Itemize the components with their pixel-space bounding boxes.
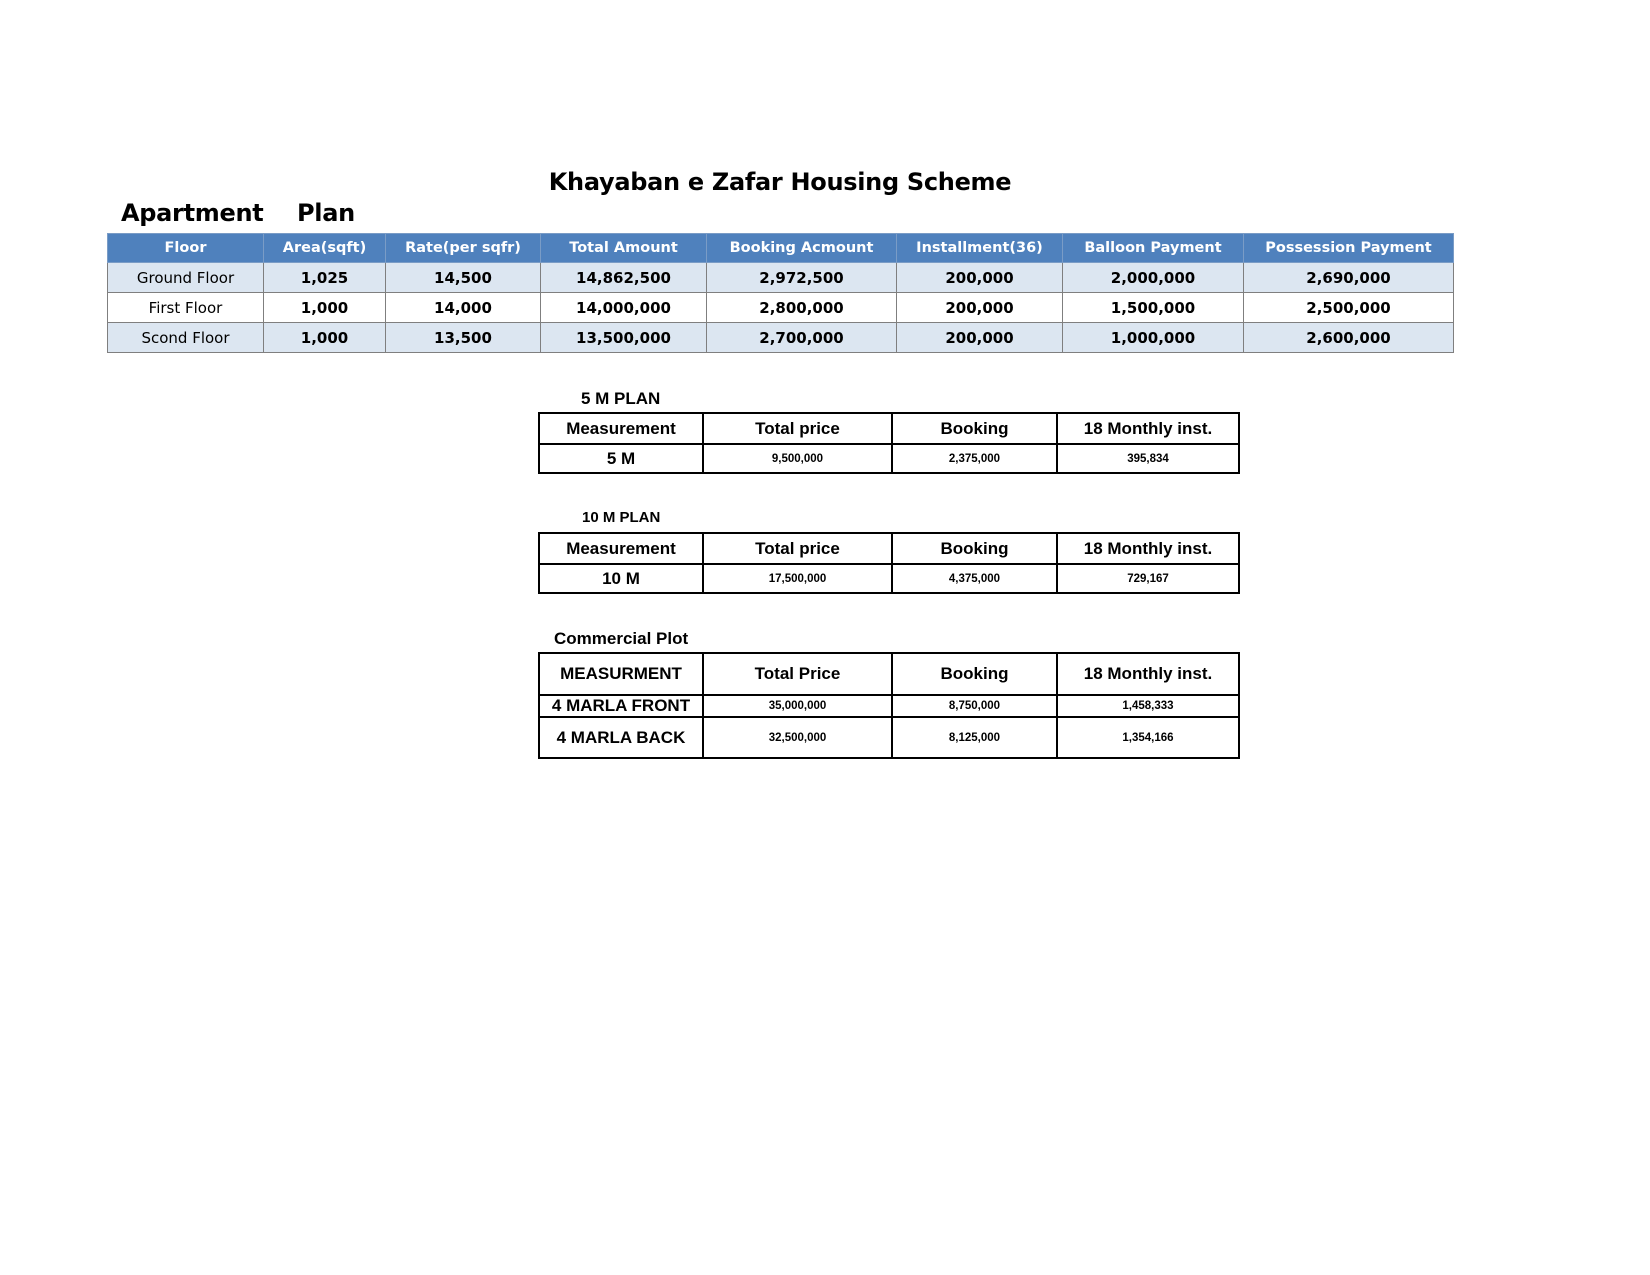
table-cell: 2,700,000 xyxy=(707,323,897,353)
table-cell: 2,690,000 xyxy=(1244,263,1454,293)
column-header: Booking xyxy=(892,653,1057,695)
column-header: Total price xyxy=(703,533,892,564)
column-header: Booking Acmount xyxy=(707,234,897,263)
column-header: Total Price xyxy=(703,653,892,695)
table-cell: 13,500 xyxy=(386,323,541,353)
table-cell: 8,750,000 xyxy=(892,695,1057,717)
column-header: Booking xyxy=(892,413,1057,444)
table-cell: 1,025 xyxy=(264,263,386,293)
plan10-caption: 10 M PLAN xyxy=(582,509,661,526)
table-cell: 14,862,500 xyxy=(541,263,707,293)
table-cell: 1,000 xyxy=(264,323,386,353)
commercial-table xyxy=(538,652,1240,759)
column-header: 18 Monthly inst. xyxy=(1057,653,1239,695)
column-header: Total price xyxy=(703,413,892,444)
table-cell: 729,167 xyxy=(1057,564,1239,593)
document-title: Khayaban e Zafar Housing Scheme xyxy=(548,168,1012,196)
commercial-caption: Commercial Plot xyxy=(554,629,689,648)
table-cell: 2,800,000 xyxy=(707,293,897,323)
table-row xyxy=(539,444,1239,473)
table-cell: First Floor xyxy=(108,293,264,323)
table-cell: 1,500,000 xyxy=(1063,293,1244,323)
table-row xyxy=(539,695,1239,717)
table-row xyxy=(108,323,1454,353)
column-header: Rate(per sqfr) xyxy=(386,234,541,263)
table-cell: 4 MARLA FRONT xyxy=(539,695,703,717)
column-header: Total Amount xyxy=(541,234,707,263)
table-cell: 14,500 xyxy=(386,263,541,293)
plan5-table xyxy=(538,412,1240,474)
table-cell: 395,834 xyxy=(1057,444,1239,473)
table-cell: 1,354,166 xyxy=(1057,717,1239,758)
table-cell: 2,000,000 xyxy=(1063,263,1244,293)
table-cell: 32,500,000 xyxy=(703,717,892,758)
table-cell: 1,000,000 xyxy=(1063,323,1244,353)
table-cell: 200,000 xyxy=(897,293,1063,323)
table-cell: 200,000 xyxy=(897,323,1063,353)
column-header: 18 Monthly inst. xyxy=(1057,533,1239,564)
table-cell: 8,125,000 xyxy=(892,717,1057,758)
table-cell: Ground Floor xyxy=(108,263,264,293)
table-cell: 1,000 xyxy=(264,293,386,323)
table-cell: 1,458,333 xyxy=(1057,695,1239,717)
table-cell: 14,000 xyxy=(386,293,541,323)
plan10-table xyxy=(538,532,1240,594)
table-cell: 4,375,000 xyxy=(892,564,1057,593)
column-header: Floor xyxy=(108,234,264,263)
column-header: Area(sqft) xyxy=(264,234,386,263)
table-cell: 13,500,000 xyxy=(541,323,707,353)
column-header: Measurement xyxy=(539,533,703,564)
table-header-row xyxy=(108,234,1454,263)
table-row xyxy=(539,717,1239,758)
table-cell: 2,500,000 xyxy=(1244,293,1454,323)
table-cell: 200,000 xyxy=(897,263,1063,293)
table-cell: 4 MARLA BACK xyxy=(539,717,703,758)
column-header: Booking xyxy=(892,533,1057,564)
table-header-row xyxy=(539,413,1239,444)
table-cell: 2,972,500 xyxy=(707,263,897,293)
table-row xyxy=(108,263,1454,293)
plan-heading: Plan xyxy=(297,199,355,227)
column-header: Possession Payment xyxy=(1244,234,1454,263)
plan5-caption: 5 M PLAN xyxy=(581,389,661,408)
table-header-row xyxy=(539,653,1239,695)
table-cell: Scond Floor xyxy=(108,323,264,353)
column-header: Installment(36) xyxy=(897,234,1063,263)
column-header: 18 Monthly inst. xyxy=(1057,413,1239,444)
apartment-table xyxy=(107,233,1454,353)
table-cell: 2,600,000 xyxy=(1244,323,1454,353)
table-cell: 5 M xyxy=(539,444,703,473)
table-cell: 2,375,000 xyxy=(892,444,1057,473)
apartment-heading: Apartment xyxy=(121,199,264,227)
table-header-row xyxy=(539,533,1239,564)
table-cell: 14,000,000 xyxy=(541,293,707,323)
table-cell: 10 M xyxy=(539,564,703,593)
table-cell: 9,500,000 xyxy=(703,444,892,473)
table-cell: 17,500,000 xyxy=(703,564,892,593)
table-cell: 35,000,000 xyxy=(703,695,892,717)
column-header: MEASURMENT xyxy=(539,653,703,695)
column-header: Balloon Payment xyxy=(1063,234,1244,263)
column-header: Measurement xyxy=(539,413,703,444)
table-row xyxy=(108,293,1454,323)
table-row xyxy=(539,564,1239,593)
